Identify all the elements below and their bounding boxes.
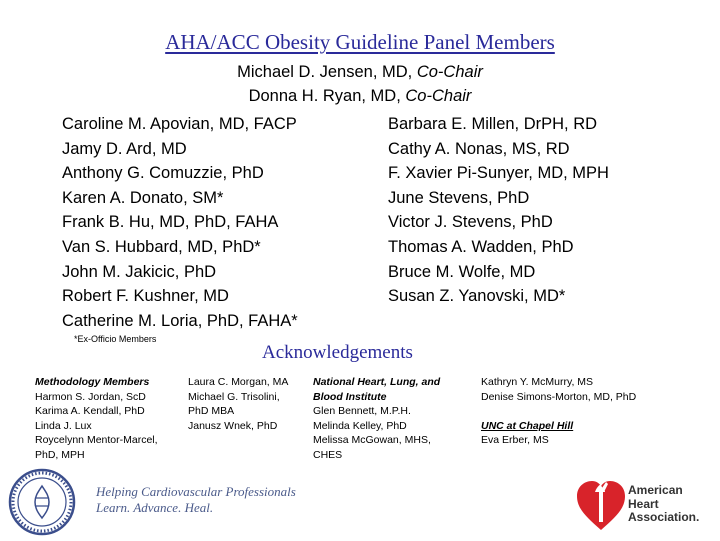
member: Susan Z. Yanovski, MD* [388,287,566,306]
ack-name: Harmon S. Jordan, ScD [35,390,146,403]
ack-methodology-left [35,375,158,463]
co-chair-name: Michael D. Jensen, MD, [237,63,417,81]
ack-name: Kathryn Y. McMurry, MS [481,376,594,388]
ack-name: Laura C. Morgan, MA [188,376,289,388]
member: Victor J. Stevens, PhD [388,213,553,232]
ack-name: Michael G. Trisolini, [188,390,280,403]
ack-name: PhD, MPH [35,448,85,461]
ack-nhlbi [313,375,440,463]
helping-tagline [96,484,296,516]
member: Jamy D. Ard, MD [62,139,187,158]
member: Bruce M. Wolfe, MD [388,262,536,281]
aha-wordmark [628,484,699,525]
panel-members-right [388,112,609,309]
ack-heading: Methodology Members [35,376,150,388]
co-chair-role: Co-Chair [405,87,472,105]
ack-name: Linda J. Lux [35,419,92,432]
member: Barbara E. Millen, DrPH, RD [388,115,598,133]
panel-members-left [62,112,298,333]
ack-methodology-right [188,375,288,433]
ack-name: PhD MBA [188,405,235,418]
member: John M. Jakicic, PhD [62,262,217,281]
aha-heart-torch-logo [575,478,627,539]
member: June Stevens, PhD [388,188,530,207]
member: Karen A. Donato, SM* [62,188,224,207]
ack-name: CHES [313,448,343,461]
ack-other [481,375,636,448]
ack-name: Melissa McGowan, MHS, [313,434,431,447]
ack-heading: National Heart, Lung, and [313,376,441,388]
ack-heading: UNC at Chapel Hill [481,419,574,432]
heart-torch-icon [575,478,627,534]
aha-word: Association. [628,510,700,524]
acc-seal-logo [8,468,76,541]
ack-name: Janusz Wnek, PhD [188,419,278,432]
ack-name: Eva Erber, MS [481,434,549,447]
ack-name: Karima A. Kendall, PhD [35,405,145,418]
member: Robert F. Kushner, MD [62,287,229,306]
co-chair-role: Co-Chair [416,63,483,81]
member: Catherine M. Loria, PhD, FAHA* [62,311,298,330]
member: Anthony G. Comuzzie, PhD [62,164,264,183]
acc-seal-icon [8,468,76,536]
acknowledgements-heading: Acknowledgements [262,342,413,363]
aha-word: American [628,483,683,497]
page-title: AHA/ACC Obesity Guideline Panel Members [165,30,555,54]
ack-name: Roycelynn Mentor-Marcel, [35,434,158,447]
co-chair-name: Donna H. Ryan, MD, [248,87,406,105]
member: Van S. Hubbard, MD, PhD* [62,237,261,256]
member: Frank B. Hu, MD, PhD, FAHA [62,213,279,232]
co-chair-2 [0,87,720,106]
member: Cathy A. Nonas, MS, RD [388,139,570,158]
ack-name: Glen Bennett, M.P.H. [313,405,411,418]
aha-word: Heart [628,496,659,511]
tagline-line: Learn. Advance. Heal. [96,500,214,515]
ex-officio-footnote: *Ex-Officio Members [74,334,157,344]
co-chair-1 [0,63,720,82]
ack-name: Denise Simons-Morton, MD, PhD [481,390,637,403]
ack-heading: Blood Institute [313,390,387,403]
member: Thomas A. Wadden, PhD [388,237,574,256]
member: F. Xavier Pi-Sunyer, MD, MPH [388,164,609,183]
tagline-line: Helping Cardiovascular Professionals [96,484,296,499]
member: Caroline M. Apovian, MD, FACP [62,115,297,133]
ack-name: Melinda Kelley, PhD [313,419,407,432]
